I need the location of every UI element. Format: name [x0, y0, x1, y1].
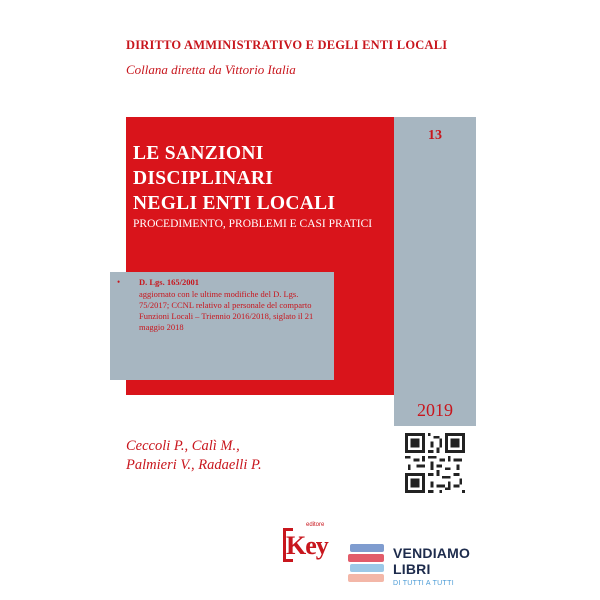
title-line-3: NEGLI ENTI LOCALI	[133, 193, 336, 214]
publisher-logo-small: editore	[306, 522, 325, 528]
authors	[126, 437, 262, 475]
volume-number: 13	[428, 128, 442, 143]
note-bullet: •	[117, 277, 121, 287]
book-subtitle: PROCEDIMENTO, PROBLEMI E CASI PRATICI	[133, 218, 373, 230]
watermark-line-2: LIBRI	[393, 561, 431, 577]
series-editor: Collana diretta da Vittorio Italia	[126, 62, 296, 77]
gray-side-panel	[394, 117, 476, 426]
title-line-2: DISCIPLINARI	[133, 168, 274, 189]
watermark-tagline: DI TUTTI A TUTTI	[393, 580, 454, 587]
note-heading: D. Lgs. 165/2001	[139, 277, 199, 287]
book-title	[133, 141, 335, 216]
publisher-logo-text: Key	[286, 531, 328, 560]
watermark-line-1: VENDIAMO	[393, 545, 471, 561]
books-stack-icon	[346, 538, 388, 588]
publication-year: 2019	[417, 400, 453, 420]
series-title: DIRITTO AMMINISTRATIVO E DEGLI ENTI LOCALI	[126, 38, 448, 52]
title-line-1: LE SANZIONI	[133, 143, 264, 164]
authors-line-1: Ceccoli P., Calì M.,	[126, 438, 240, 454]
qr-code-icon	[405, 433, 465, 493]
note-body: aggiornato con le ultime modifiche del D. Lgs. 75/2017; CCNL relativo al personale del comparto Funzioni Locali – Triennio 2016/2018, siglato il 21 maggio 2018	[139, 289, 314, 332]
authors-line-2: Palmieri V., Radaelli P.	[126, 457, 262, 473]
